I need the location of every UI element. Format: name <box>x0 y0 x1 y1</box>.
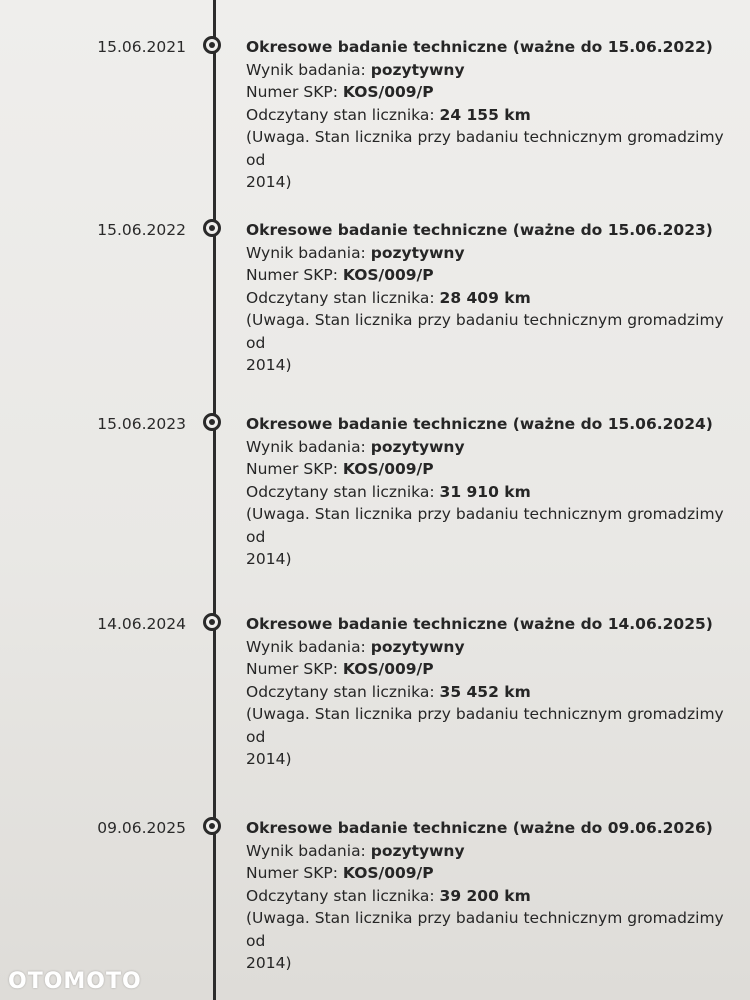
timeline-marker-icon <box>203 36 221 54</box>
entry-date: 15.06.2023 <box>97 415 186 433</box>
result-label: Wynik badania: <box>246 637 366 656</box>
note-line: 2014) <box>246 550 292 568</box>
odometer-row <box>246 481 746 504</box>
note-line: 2014) <box>246 750 292 768</box>
odometer-label: Odczytany stan licznika: <box>246 105 435 124</box>
skp-label: Numer SKP: <box>246 864 338 882</box>
result-value: pozytywny <box>370 841 465 860</box>
odometer-row <box>246 681 746 704</box>
note-line: (Uwaga. Stan licznika przy badaniu technicznym gromadzimy od <box>246 909 724 950</box>
skp-row <box>246 862 746 885</box>
entry-title: Okresowe badanie techniczne (ważne do 15.06.2022) <box>246 38 713 56</box>
entry-title: Okresowe badanie techniczne (ważne do 15.06.2024) <box>246 415 713 433</box>
result-label: Wynik badania: <box>246 841 366 860</box>
note-line: (Uwaga. Stan licznika przy badaniu technicznym gromadzimy od <box>246 128 724 169</box>
entry-date: 14.06.2024 <box>97 615 186 633</box>
odometer-label: Odczytany stan licznika: <box>246 682 435 701</box>
timeline-marker-icon <box>203 219 221 237</box>
note-line: 2014) <box>246 356 292 374</box>
timeline-marker-icon <box>203 613 221 631</box>
skp-row <box>246 264 746 287</box>
result-value: pozytywny <box>370 60 465 79</box>
skp-label: Numer SKP: <box>246 460 338 478</box>
odometer-row <box>246 104 746 127</box>
result-label: Wynik badania: <box>246 60 366 79</box>
skp-value: KOS/009/P <box>342 266 434 284</box>
odometer-value: 39 200 km <box>439 886 531 905</box>
result-row <box>246 636 746 659</box>
odometer-row <box>246 885 746 908</box>
entry-content <box>246 413 746 571</box>
timeline-marker-icon <box>203 817 221 835</box>
skp-value: KOS/009/P <box>342 460 434 478</box>
result-row <box>246 59 746 82</box>
odometer-label: Odczytany stan licznika: <box>246 886 435 905</box>
odometer-label: Odczytany stan licznika: <box>246 288 435 307</box>
entry-title: Okresowe badanie techniczne (ważne do 09.06.2026) <box>246 819 713 837</box>
note-line: 2014) <box>246 173 292 191</box>
entry-title: Okresowe badanie techniczne (ważne do 15.06.2023) <box>246 221 713 239</box>
skp-label: Numer SKP: <box>246 660 338 678</box>
note-line: (Uwaga. Stan licznika przy badaniu technicznym gromadzimy od <box>246 505 724 546</box>
result-row <box>246 840 746 863</box>
odometer-value: 35 452 km <box>439 682 531 701</box>
skp-row <box>246 81 746 104</box>
entry-content <box>246 219 746 377</box>
skp-value: KOS/009/P <box>342 864 434 882</box>
entry-date: 15.06.2022 <box>97 221 186 239</box>
result-value: pozytywny <box>370 437 465 456</box>
timeline-marker-icon <box>203 413 221 431</box>
entry-content <box>246 817 746 975</box>
entry-title: Okresowe badanie techniczne (ważne do 14.06.2025) <box>246 615 713 633</box>
entry-content <box>246 36 746 194</box>
result-row <box>246 242 746 265</box>
note-line: (Uwaga. Stan licznika przy badaniu technicznym gromadzimy od <box>246 705 724 746</box>
skp-value: KOS/009/P <box>342 660 434 678</box>
odometer-value: 28 409 km <box>439 288 531 307</box>
skp-value: KOS/009/P <box>342 83 434 101</box>
skp-label: Numer SKP: <box>246 266 338 284</box>
result-label: Wynik badania: <box>246 243 366 262</box>
odometer-value: 24 155 km <box>439 105 531 124</box>
result-label: Wynik badania: <box>246 437 366 456</box>
entry-date: 15.06.2021 <box>97 38 186 56</box>
skp-row <box>246 458 746 481</box>
result-value: pozytywny <box>370 243 465 262</box>
odometer-value: 31 910 km <box>439 482 531 501</box>
timeline-line <box>213 0 216 1000</box>
skp-label: Numer SKP: <box>246 83 338 101</box>
odometer-row <box>246 287 746 310</box>
odometer-label: Odczytany stan licznika: <box>246 482 435 501</box>
note-line: 2014) <box>246 954 292 972</box>
note-line: (Uwaga. Stan licznika przy badaniu technicznym gromadzimy od <box>246 311 724 352</box>
skp-row <box>246 658 746 681</box>
otomoto-watermark: OTOMOTO <box>8 969 142 994</box>
entry-content <box>246 613 746 771</box>
result-value: pozytywny <box>370 637 465 656</box>
entry-date: 09.06.2025 <box>97 819 186 837</box>
result-row <box>246 436 746 459</box>
